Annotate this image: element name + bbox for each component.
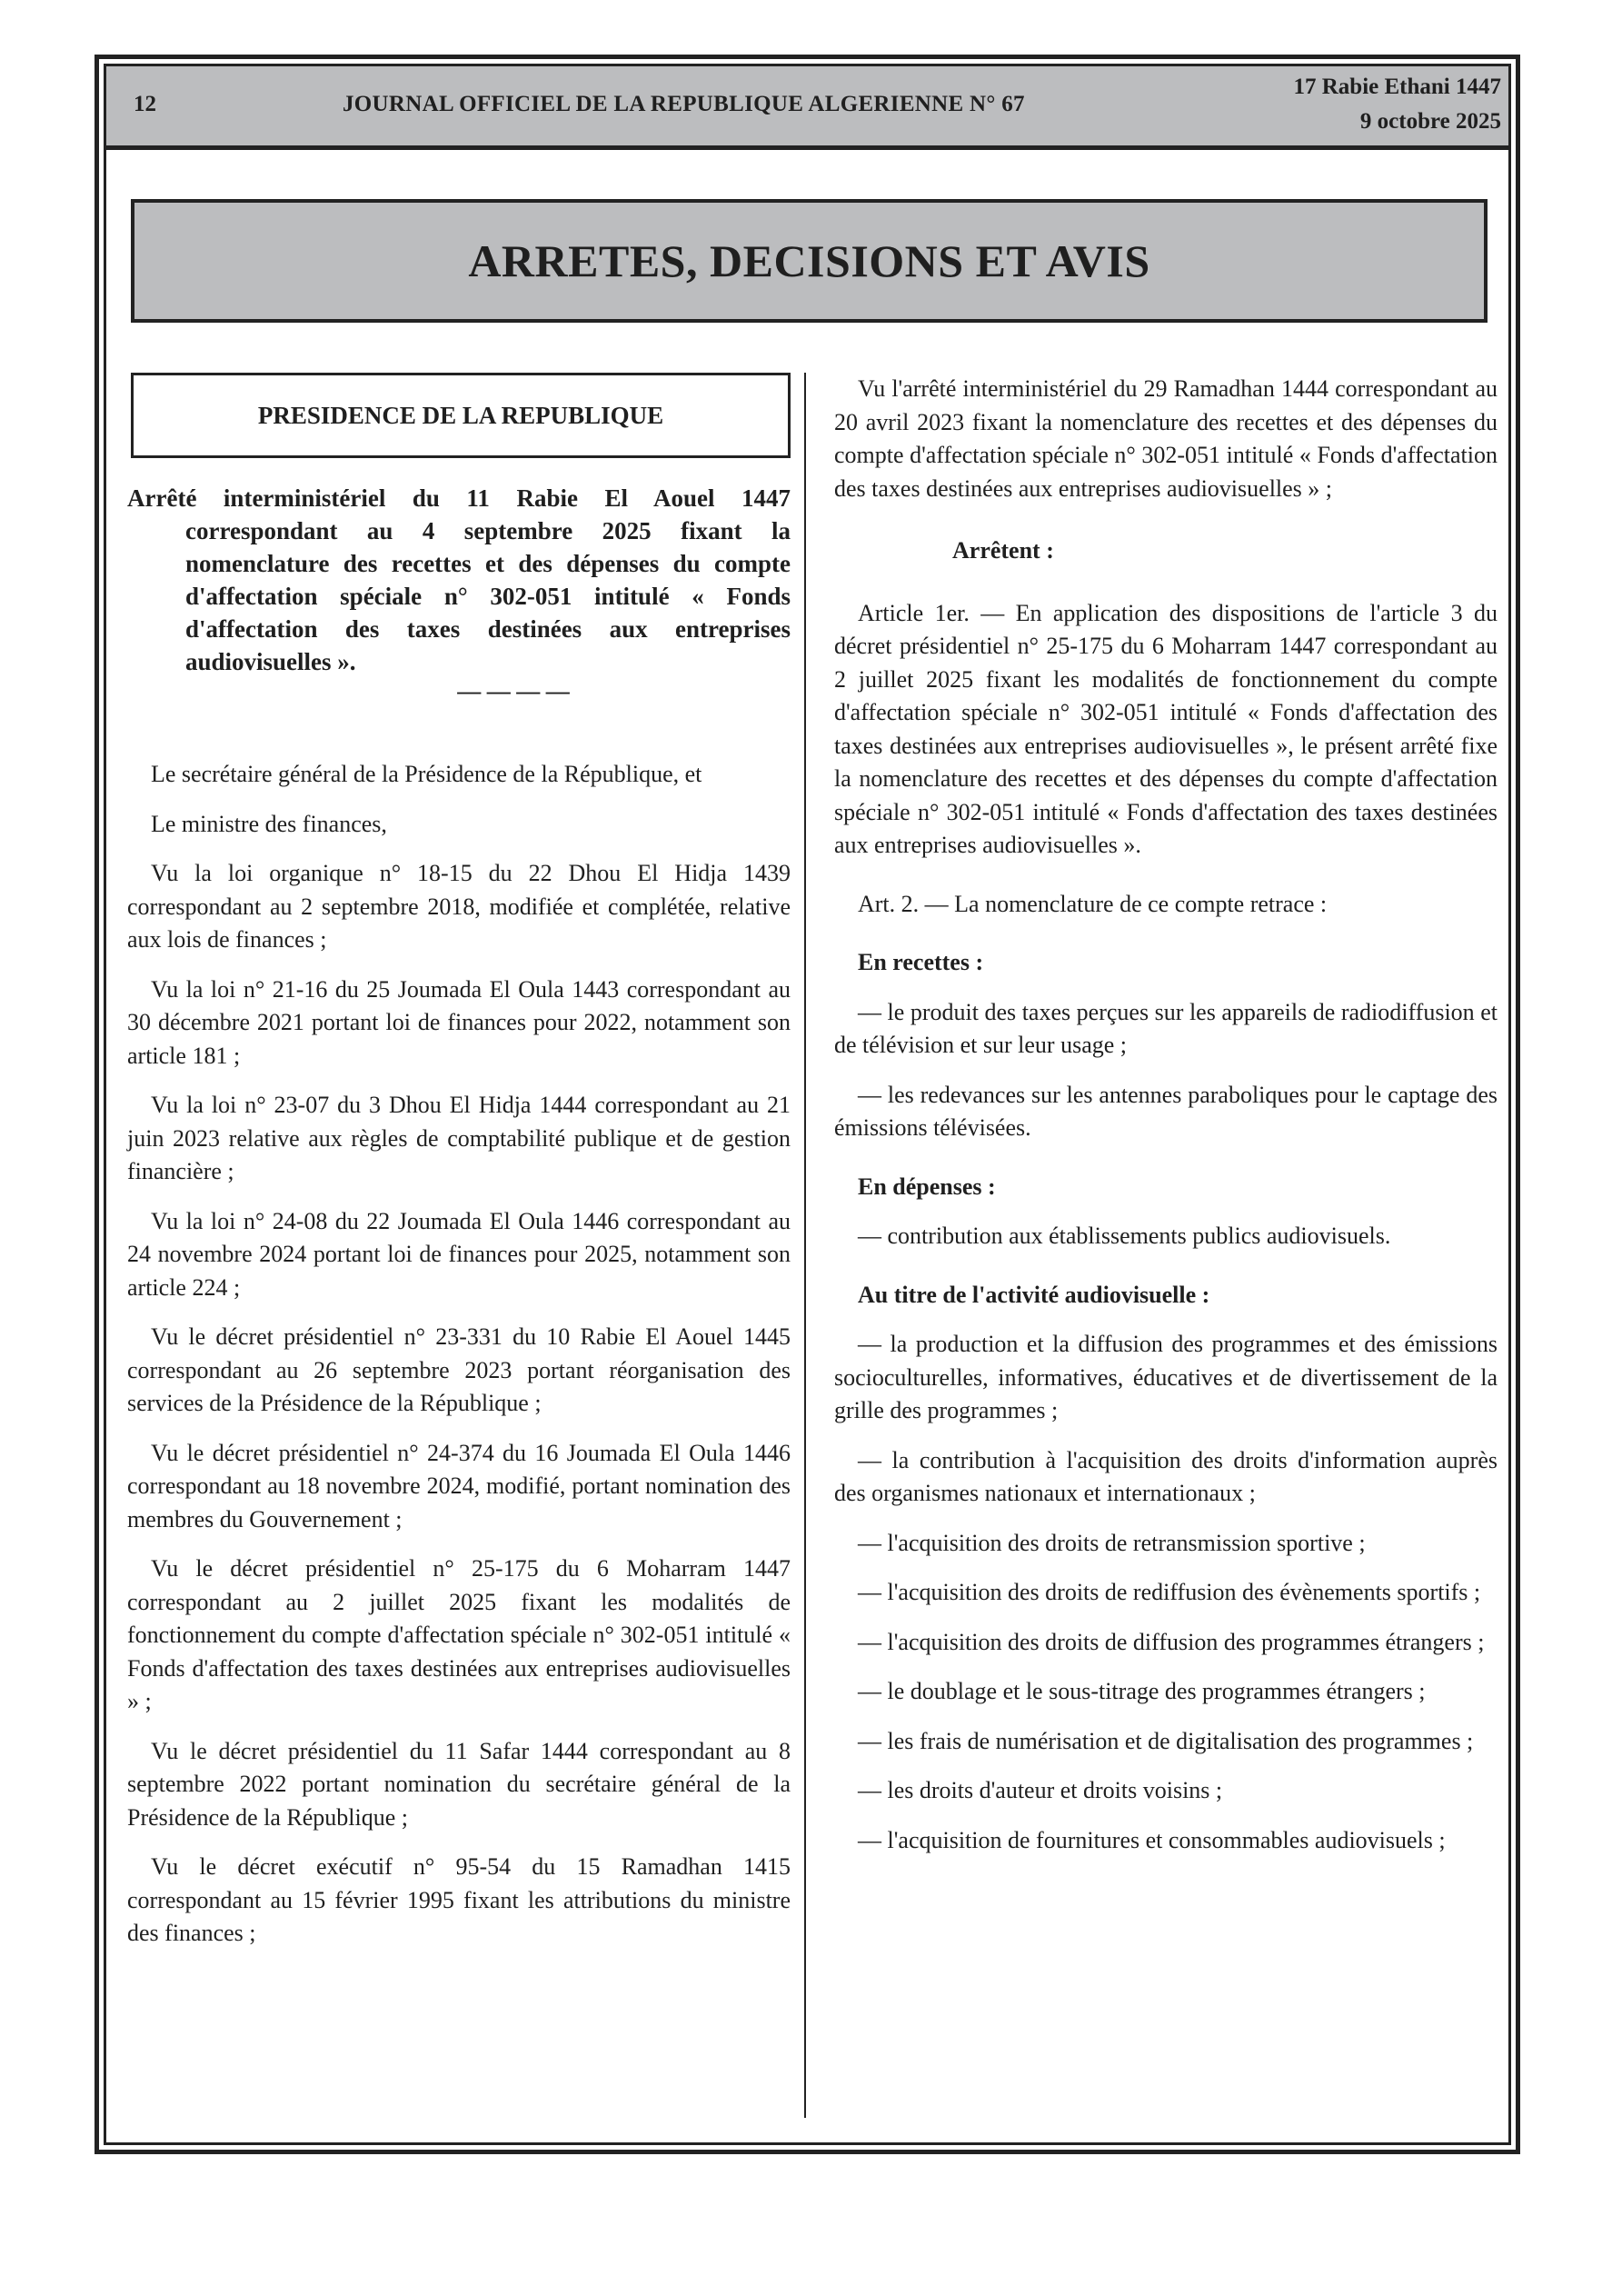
visa-paragraph: Vu le décret présidentiel n° 23-331 du 10 Rabie El Aouel 1445 correspondant au 26 septembre 2023 portant réorganisation des services de la Présidence de la République ; [127,1323,791,1416]
activite-item: — la contribution à l'acquisition des droits d'information auprès des organismes nationaux et internationaux ; [834,1446,1498,1506]
recettes-item: — les redevances sur les antennes paraboliques pour le captage des émissions télévisées. [834,1081,1498,1141]
left-column [127,373,791,1967]
activite-item: — les frais de numérisation et de digitalisation des programmes ; [858,1727,1474,1754]
preamble-paragraph: Le ministre des finances, [151,810,387,837]
column-divider [804,373,806,2118]
issue-date [1293,70,1501,139]
section-title: ARRETES, DECISIONS ET AVIS [468,235,1150,286]
visa-paragraph: Vu le décret présidentiel du 11 Safar 1444 correspondant au 8 septembre 2022 portant nomination du secrétaire général de la Présidence de la République ; [127,1737,791,1831]
hijri-date: 17 Rabie Ethani 1447 [1293,75,1501,99]
recettes-item: — le produit des taxes perçues sur les appareils de radiodiffusion et de télévision et sur leur usage ; [834,998,1498,1058]
visa-paragraph: Vu la loi n° 24-08 du 22 Joumada El Oula 1446 correspondant au 24 novembre 2024 portant loi de finances pour 2025, notamment son article 224 ; [127,1207,791,1301]
decree-title: Arrêté interministériel du 11 Rabie El Aouel 1447 correspondant au 4 septembre 2025 fixant la nomenclature des recettes et des dépenses du compte d'affectation spéciale n° 302-051 intitulé « Fonds d'affectation des taxes destinées aux entreprises audiovisuelles ». [127,484,791,675]
page-number: 12 [134,92,156,116]
section-banner [131,199,1488,323]
gregorian-date: 9 octobre 2025 [1359,109,1501,134]
activite-heading: Au titre de l'activité audiovisuelle : [858,1281,1210,1308]
visa-paragraph: Vu la loi n° 23-07 du 3 Dhou El Hidja 1444 correspondant au 21 juin 2023 relative aux règles de comptabilité publique et de gestion financière ; [127,1092,791,1184]
separator: — — — — [457,678,570,704]
visa-paragraph: Vu l'arrêté interministériel du 29 Ramadhan 1444 correspondant au 20 avril 2023 fixant la nomenclature des recettes et des dépenses du compte d'affectation spéciale n° 302-051 intitulé « Fonds d'affectation des taxes destinées aux entreprises audiovisuelles » ; [834,375,1498,502]
journal-title: JOURNAL OFFICIEL DE LA REPUBLIQUE ALGERIENNE N° 67 [343,92,1025,116]
activite-item: — l'acquisition des droits de rediffusion des évènements sportifs ; [858,1579,1481,1605]
visa-paragraph: Vu le décret exécutif n° 95-54 du 15 Ramadhan 1415 correspondant au 15 février 1995 fixant les attributions du ministre des finances ; [127,1853,791,1946]
activite-item: — l'acquisition de fournitures et consommables audiovisuels ; [858,1826,1446,1853]
activite-item: — le doublage et le sous-titrage des programmes étrangers ; [858,1678,1426,1704]
activite-item: — l'acquisition des droits de diffusion des programmes étrangers ; [858,1628,1485,1655]
visa-paragraph: Vu le décret présidentiel n° 24-374 du 16 Joumada El Oula 1446 correspondant au 18 novembre 2024, modifié, portant nomination des membres du Gouvernement ; [127,1439,791,1532]
institution-name: PRESIDENCE DE LA REPUBLIQUE [257,401,664,429]
article-1: Article 1er. — En application des dispositions de l'article 3 du décret présidentiel n° 25-175 du 6 Moharram 1447 correspondant au 2 juillet 2025 fixant les modalités de fonctionnement du compte d'affectation spéciale n° 302-051 intitulé « Fonds d'affectation des taxes destinées aux entreprises audiovisuelles », le présent arrêté fixe la nomenclature des recettes et des dépenses du compte d'affectation spéciale n° 302-051 intitulé « Fonds d'affectation des taxes destinées aux entreprises audiovisuelles ». [834,599,1498,858]
right-column [834,373,1498,1873]
activite-item: — les droits d'auteur et droits voisins ; [858,1777,1223,1803]
institution-box [131,373,791,458]
visa-paragraph: Vu le décret présidentiel n° 25-175 du 6 Moharram 1447 correspondant au 2 juillet 2025 fixant les modalités de fonctionnement du compte d'affectation spéciale n° 302-051 intitulé « Fonds d'affectation des taxes destinées aux entreprises audiovisuelles » ; [127,1555,791,1714]
preamble-paragraph: Le secrétaire général de la Présidence de la République, et [151,761,702,787]
depenses-heading: En dépenses : [858,1173,996,1200]
journal-header [106,66,1508,150]
depenses-item: — contribution aux établissements publics audiovisuels. [858,1223,1391,1249]
activite-item: — la production et la diffusion des programmes et des émissions socioculturelles, informatives, éducatives et de divertissement de la grille des programmes ; [834,1331,1498,1423]
visa-paragraph: Vu la loi n° 21-16 du 25 Joumada El Oula 1443 correspondant au 30 décembre 2021 portant loi de finances pour 2022, notamment son article 181 ; [127,975,791,1069]
recettes-heading: En recettes : [858,949,984,975]
visa-paragraph: Vu la loi organique n° 18-15 du 22 Dhou El Hidja 1439 correspondant au 2 septembre 2018, modifiée et complétée, relative aux lois de finances ; [127,860,791,953]
article-2: Art. 2. — La nomenclature de ce compte retrace : [858,890,1328,917]
arretent-heading: Arrêtent : [952,537,1054,564]
activite-item: — l'acquisition des droits de retransmission sportive ; [858,1529,1366,1556]
